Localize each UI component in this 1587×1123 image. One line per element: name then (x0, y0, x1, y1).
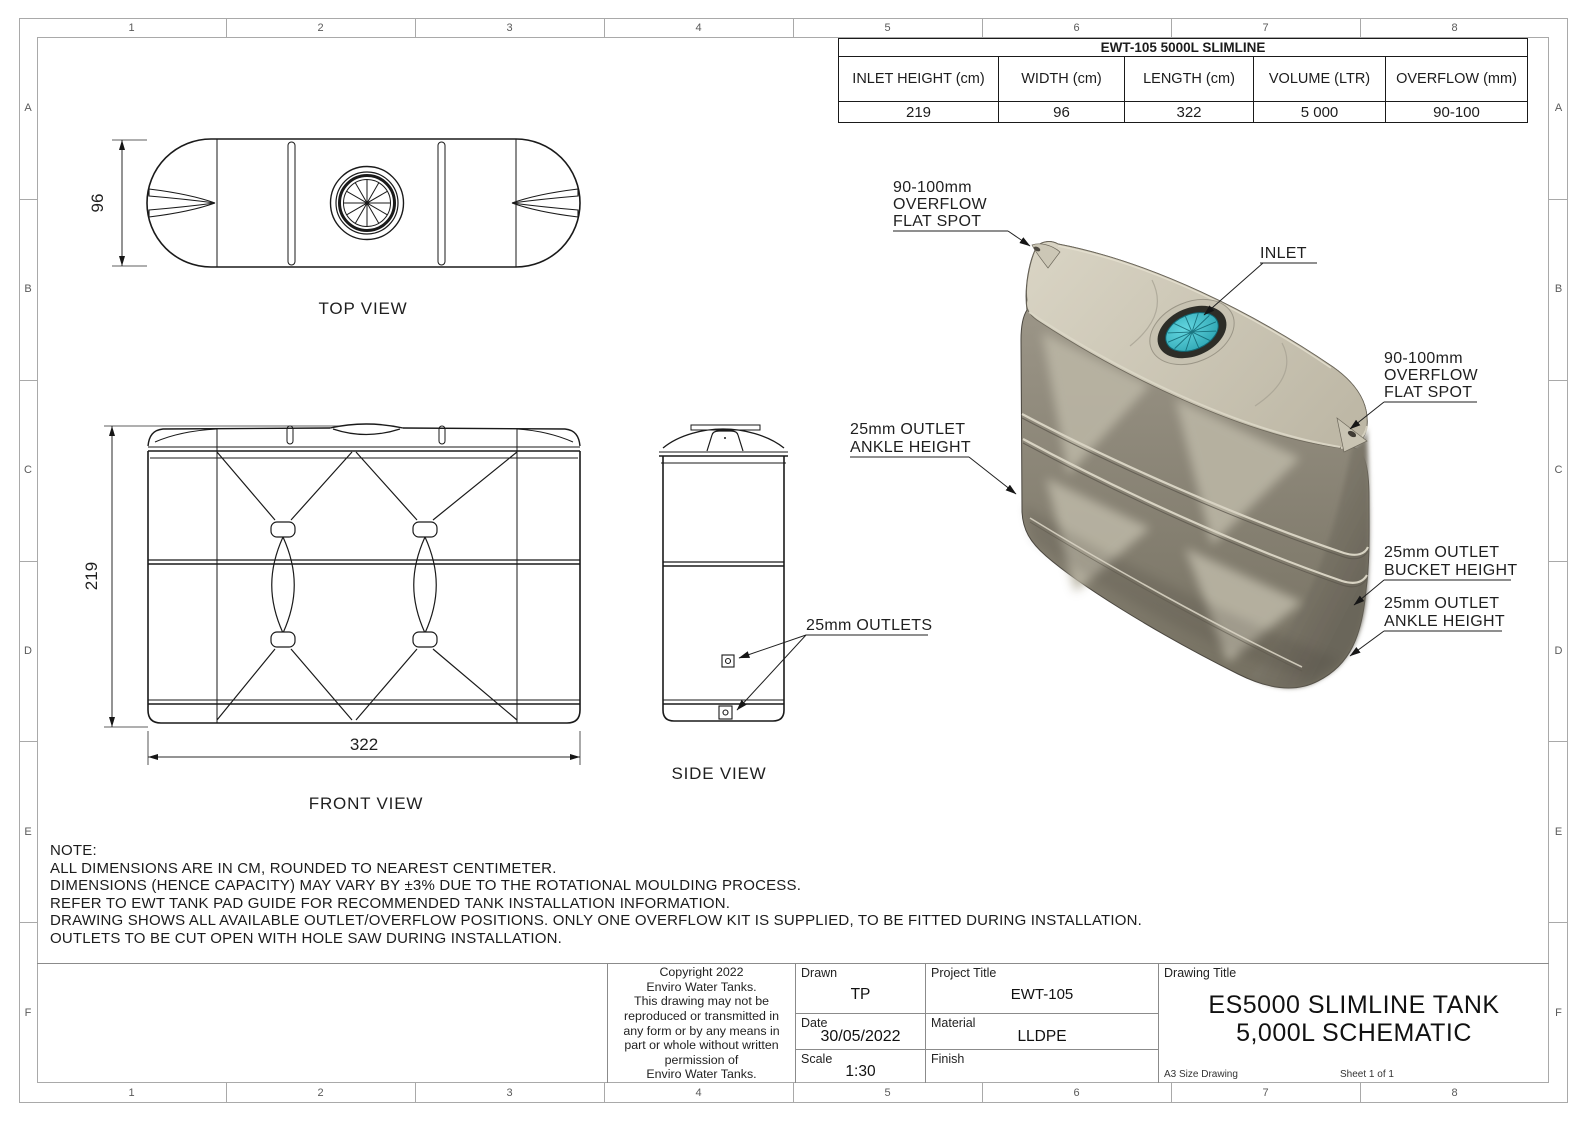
note-line: OUTLETS TO BE CUT OPEN WITH HOLE SAW DURING INSTALLATION. (50, 929, 563, 947)
project-title-value: EWT-105 (1010, 986, 1074, 1003)
front-view (148, 424, 580, 723)
svg-text:ANKLE HEIGHT: ANKLE HEIGHT (1384, 613, 1505, 630)
grid-label: 5 (884, 1087, 891, 1099)
finish-cell: Finish (926, 1049, 1158, 1084)
front-height-dim-text: 219 (82, 561, 101, 591)
svg-text:25mm OUTLET: 25mm OUTLET (1384, 544, 1500, 561)
drawing-title-label: Drawing Title (1164, 966, 1237, 980)
spec-header-overflow: OVERFLOW (mm) (1386, 57, 1528, 102)
spec-value-overflow: 90-100 (1386, 102, 1528, 123)
svg-text:25mm OUTLET: 25mm OUTLET (1384, 595, 1500, 612)
svg-text:OVERFLOW: OVERFLOW (1384, 367, 1478, 384)
spec-header-length: LENGTH (cm) (1125, 57, 1254, 102)
date-cell: Date 30/05/2022 (796, 1013, 925, 1049)
overflow-flat-spot-top-left (149, 189, 215, 217)
grid-label: 3 (506, 21, 513, 34)
svg-text:INLET: INLET (1260, 245, 1307, 262)
grid-label: 6 (1073, 1087, 1080, 1099)
grid-label: E (24, 825, 32, 838)
material-cell: Material LLDPE (926, 1013, 1158, 1049)
notes-heading: NOTE: (50, 842, 97, 859)
grid-label: 6 (1073, 21, 1080, 34)
grid-label: D (1554, 644, 1563, 657)
top-width-dim-text: 96 (88, 193, 107, 213)
drawn-cell: Drawn TP (796, 964, 925, 1013)
drawing-title: ES5000 SLIMLINE TANK 5,000L SCHEMATIC (1208, 991, 1500, 1047)
grid-label: D (24, 644, 32, 657)
spec-value-inlet-height: 219 (839, 102, 999, 123)
note-line: DIMENSIONS (HENCE CAPACITY) MAY VARY BY ±3% DUE TO THE ROTATIONAL MOULDING PROCESS. (50, 877, 802, 895)
spec-header-volume: VOLUME (LTR) (1254, 57, 1386, 102)
grid-label: 8 (1451, 21, 1458, 34)
dimension-219 (104, 426, 340, 727)
dimension-96 (112, 140, 147, 266)
grid-label: F (24, 1006, 32, 1019)
scale-cell: Scale 1:30 (796, 1049, 925, 1084)
callout-overflow-left (893, 179, 1030, 246)
outlets-callout (737, 617, 932, 710)
callout-outlet-ankle-left (850, 421, 1016, 494)
outlets-callout-text: 25mm OUTLETS (806, 617, 933, 634)
svg-text:FLAT SPOT: FLAT SPOT (1384, 384, 1473, 401)
side-outlet-squares (719, 655, 734, 719)
svg-text:90-100mm: 90-100mm (1384, 350, 1463, 367)
spec-value-width: 96 (999, 102, 1125, 123)
grid-label: 2 (317, 1087, 324, 1099)
front-ribs (217, 452, 517, 720)
grid-label: 2 (317, 21, 324, 34)
callout-overflow-right (1350, 350, 1479, 429)
overflow-flat-spot-top-right (512, 189, 578, 217)
sheet-note: Sheet 1 of 1 (1340, 1069, 1394, 1080)
scale-value: 1:30 (845, 1063, 876, 1080)
spec-value-volume: 5 000 (1254, 102, 1386, 123)
spec-header-inlet-height: INLET HEIGHT (cm) (839, 57, 999, 102)
top-view (147, 139, 580, 267)
front-length-dim-text: 322 (349, 735, 379, 754)
grid-label: C (24, 464, 32, 477)
note-line: REFER TO EWT TANK PAD GUIDE FOR RECOMMENDED TANK INSTALLATION INFORMATION. (50, 894, 731, 912)
grid-label: 7 (1262, 21, 1269, 34)
note-line: DRAWING SHOWS ALL AVAILABLE OUTLET/OVERFLOW POSITIONS. ONLY ONE OVERFLOW KIT IS SUPPLIED, TO BE FITTED DURING INSTALLATION. (50, 912, 1143, 930)
isometric-tank-render (1021, 242, 1369, 689)
copyright-text: Copyright 2022 Enviro Water Tanks. This drawing may not be reproduced or transmitted in any form or by any means in part or whole without written permission of Enviro Water Tanks. (623, 965, 780, 1082)
project-title-cell: Project Title EWT-105 (926, 964, 1158, 1013)
grid-label: F (1555, 1006, 1562, 1019)
grid-label: 8 (1451, 1087, 1458, 1099)
grid-label: 1 (128, 21, 135, 34)
grid-label: A (24, 102, 32, 115)
spec-table-title: EWT-105 5000L SLIMLINE (839, 39, 1528, 57)
svg-text:FLAT SPOT: FLAT SPOT (893, 213, 982, 230)
grid-label: B (24, 283, 32, 296)
svg-text:BUCKET HEIGHT: BUCKET HEIGHT (1384, 562, 1518, 579)
front-view-label: FRONT VIEW (308, 794, 424, 813)
grid-label: C (1554, 464, 1563, 477)
size-note: A3 Size Drawing (1164, 1069, 1238, 1080)
grid-label: A (1554, 102, 1563, 115)
grid-label: 4 (695, 1087, 702, 1099)
grid-label: 1 (128, 1087, 135, 1099)
svg-text:OVERFLOW: OVERFLOW (893, 196, 987, 213)
grid-label: B (1554, 283, 1563, 296)
note-line: ALL DIMENSIONS ARE IN CM, ROUNDED TO NEAREST CENTIMETER. (50, 859, 557, 877)
top-view-label: TOP VIEW (318, 299, 408, 318)
grid-label: 5 (884, 21, 891, 34)
svg-text:ANKLE HEIGHT: ANKLE HEIGHT (850, 439, 971, 456)
date-value: 30/05/2022 (820, 1028, 901, 1045)
spec-header-width: WIDTH (cm) (999, 57, 1125, 102)
callout-outlet-ankle-right (1350, 595, 1505, 656)
spec-value-length: 322 (1125, 102, 1254, 123)
grid-label: 7 (1262, 1087, 1269, 1099)
grid-label: 3 (506, 1087, 513, 1099)
drawn-value: TP (850, 986, 871, 1003)
inlet-top-view-icon (331, 167, 404, 240)
svg-text:90-100mm: 90-100mm (893, 179, 972, 196)
side-view (659, 425, 788, 721)
grid-label: 4 (695, 21, 702, 34)
svg-text:25mm OUTLET: 25mm OUTLET (850, 421, 966, 438)
grid-label: E (1554, 825, 1563, 838)
side-view-label: SIDE VIEW (671, 764, 767, 783)
material-value: LLDPE (1017, 1028, 1067, 1045)
